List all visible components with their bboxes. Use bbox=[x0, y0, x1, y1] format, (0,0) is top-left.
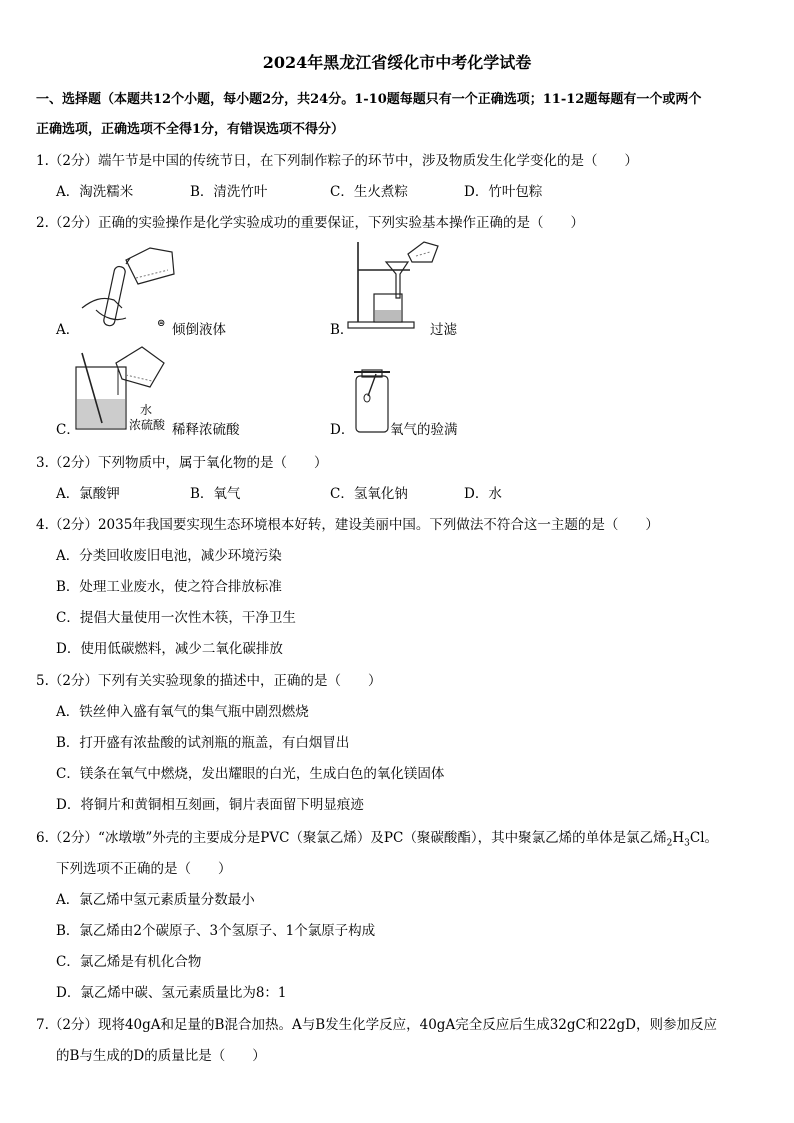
oxygen-test-illustration bbox=[350, 362, 394, 434]
q5-option-d: D．将铜片和黄铜相互刻画，铜片表面留下明显痕迹 bbox=[56, 797, 364, 813]
q4-option-a: A．分类回收废旧电池，减少环境污染 bbox=[56, 548, 282, 564]
q2-option-b-label: 过滤 bbox=[430, 322, 457, 338]
q6-option-b: B．氯乙烯由2个碳原子、3个氢原子、1个氯原子构成 bbox=[56, 923, 376, 939]
q2-option-c-letter: C． bbox=[56, 422, 80, 438]
q7-stem-line1: 7.（2分）现将40gA和足量的B混合加热。A与B发生化学反应，40gA完全反应后生成32gC和22gD，则参加反应 bbox=[36, 1017, 717, 1033]
q2-option-c-water: 水 bbox=[140, 403, 153, 417]
q3-stem: 3.（2分）下列物质中，属于氧化物的是（ ） bbox=[36, 455, 328, 471]
exam-title: 2024年黑龙江省绥化市中考化学试卷 bbox=[262, 53, 532, 72]
q2-option-c-acid: 浓硫酸 bbox=[129, 418, 166, 432]
q1-option-a: A．淘洗糯米 bbox=[56, 184, 134, 200]
q2-option-c-label: 稀释浓硫酸 bbox=[172, 422, 240, 438]
section-heading-line1: 一、选择题（本题共12个小题，每小题2分，共24分。1-10题每题只有一个正确选项；11-12题每题有一个或两个 bbox=[36, 92, 702, 107]
q2-option-d-label: 氧气的验满 bbox=[390, 422, 458, 438]
q6-stem-line1: 6.（2分）“冰墩墩”外壳的主要成分是PVC（聚氯乙烯）及PC（聚碳酸酯），其中聚氯乙烯的单体是氯乙烯$_2H_3Cl$。 bbox=[36, 830, 719, 849]
q3-option-d: D．水 bbox=[464, 486, 502, 502]
q2-option-d-letter: D． bbox=[330, 422, 355, 438]
q4-option-c: C．提倡大量使用一次性木筷，干净卫生 bbox=[56, 610, 296, 626]
q2-stem: 2.（2分）正确的实验操作是化学实验成功的重要保证，下列实验基本操作正确的是（ ） bbox=[36, 215, 584, 231]
q3-option-c: C．氢氧化钠 bbox=[330, 486, 408, 502]
q3-option-a: A．氯酸钾 bbox=[56, 486, 120, 502]
q3-option-b: B．氧气 bbox=[190, 486, 241, 502]
q5-option-b: B．打开盛有浓盐酸的试剂瓶的瓶盖，有白烟冒出 bbox=[56, 735, 350, 751]
section-heading-line2: 正确选项，正确选项不全得1分，有错误选项不得分） bbox=[36, 122, 345, 137]
q5-option-c: C．镁条在氧气中燃烧，发出耀眼的白光，生成白色的氧化镁固体 bbox=[56, 766, 445, 782]
q4-stem: 4.（2分）2035年我国要实现生态环境根本好转，建设美丽中国。下列做法不符合这一主题的是（ ） bbox=[36, 517, 659, 533]
q1-stem: 1.（2分）端午节是中国的传统节日，在下列制作粽子的环节中，涉及物质发生化学变化的是（ ） bbox=[36, 153, 638, 169]
q4-option-b: B．处理工业废水，使之符合排放标准 bbox=[56, 579, 282, 595]
q4-option-d: D．使用低碳燃料，减少二氧化碳排放 bbox=[56, 641, 283, 657]
q2-option-a-label: 倾倒液体 bbox=[172, 322, 226, 338]
q2-option-b-letter: B． bbox=[330, 322, 354, 338]
filtration-illustration bbox=[346, 238, 441, 330]
q1-option-d: D．竹叶包粽 bbox=[464, 184, 543, 200]
stopper-icon: ⊜ bbox=[157, 318, 166, 329]
q1-option-b: B．清洗竹叶 bbox=[190, 184, 268, 200]
q6-option-c: C．氯乙烯是有机化合物 bbox=[56, 954, 202, 970]
q7-stem-line2: 的B与生成的D的质量比是（ ） bbox=[56, 1048, 266, 1064]
q6-option-d: D．氯乙烯中碳、氢元素质量比为8：1 bbox=[56, 985, 287, 1001]
q1-option-c: C．生火煮粽 bbox=[330, 184, 408, 200]
q2-option-a-letter: A． bbox=[56, 322, 80, 338]
q6-option-a: A．氯乙烯中氢元素质量分数最小 bbox=[56, 892, 255, 908]
q5-option-a: A．铁丝伸入盛有氧气的集气瓶中剧烈燃烧 bbox=[56, 704, 309, 720]
q5-stem: 5.（2分）下列有关实验现象的描述中，正确的是（ ） bbox=[36, 673, 382, 689]
q6-stem-line2: 下列选项不正确的是（ ） bbox=[56, 861, 232, 877]
